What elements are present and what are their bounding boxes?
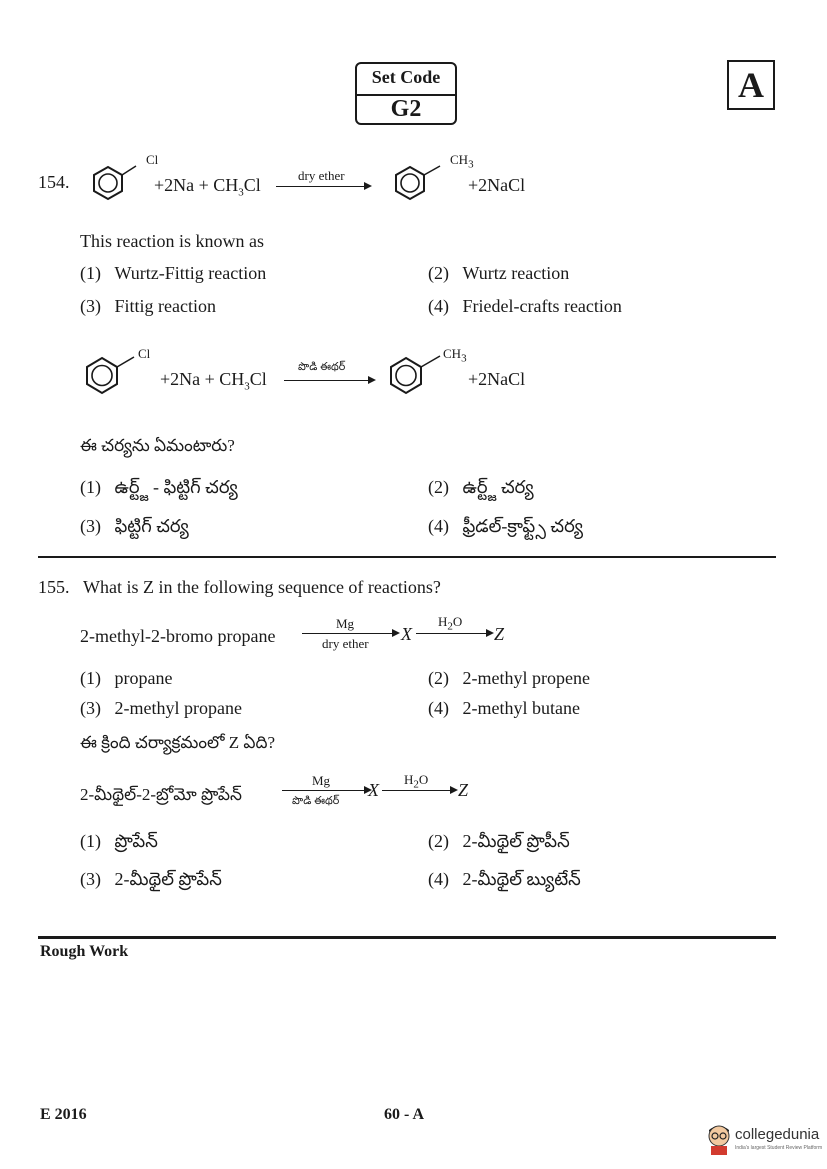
te-reaction-reagents: $+2Na + CH_3Cl$ — [160, 369, 267, 393]
te-start-compound: 2-మీథైల్-2-బ్రోమో ప్రొపేన్ — [80, 785, 242, 804]
sequence-arrow-2 — [416, 633, 486, 634]
te-reactant-substituent: Cl — [138, 346, 151, 361]
reaction-condition: dry ether — [298, 168, 345, 183]
sequence-arrow-1 — [302, 633, 392, 634]
te-option-155-2[interactable]: (2) 2-మీథైల్ ప్రొపీన్ — [428, 831, 570, 851]
start-compound: 2-methyl-2-bromo propane — [80, 626, 276, 646]
option-155-4[interactable]: (4) 2-methyl butane — [428, 698, 580, 718]
te-option-155-1[interactable]: (1) ప్రొపేన్ — [80, 831, 158, 851]
te-sequence-arrow-1 — [282, 790, 364, 791]
set-code-value: G2 — [390, 96, 422, 122]
option-155-2[interactable]: (2) 2-methyl propene — [428, 668, 590, 688]
option-155-1[interactable]: (1) propane — [80, 668, 173, 688]
te-product-substituent: $CH_3$ — [443, 346, 467, 365]
te-sequence-arrow-2-head — [450, 786, 458, 794]
logo-text: collegedunia — [735, 1126, 820, 1143]
reaction-reagents: $+2Na + CH_3Cl$ — [154, 175, 261, 199]
reagent2: $H_2O$ — [438, 614, 463, 633]
toluene-ring-icon — [390, 160, 446, 202]
question-text-154: This reaction is known as — [80, 231, 264, 251]
te-option-154-1[interactable]: (1) ఉర్ట్జ్ - ఫిట్టిగ్ చర్య — [80, 477, 238, 497]
te-reagent1-top: Mg — [312, 773, 331, 788]
toluene-ring-te-icon — [384, 350, 446, 396]
question-number-154: 154. — [38, 172, 70, 192]
collegedunia-logo — [704, 1120, 823, 1160]
reactant-substituent: Cl — [146, 152, 159, 167]
sequence-arrow-1-head — [392, 629, 400, 637]
logo-tagline: India's largest Student Review Platform — [735, 1145, 823, 1151]
question-divider — [38, 556, 776, 558]
rough-work-label: Rough Work — [40, 943, 129, 960]
te-reagent1-bottom: పొడి ఈథర్ — [292, 795, 340, 807]
product-substituent: $CH_3$ — [450, 152, 474, 171]
te-option-155-4[interactable]: (4) 2-మీథైల్ బ్యుటేన్ — [428, 869, 581, 889]
benzene-ring-icon — [88, 160, 138, 202]
sequence-arrow-2-head — [486, 629, 494, 637]
page-number: 60 - A — [384, 1106, 424, 1123]
te-reaction-arrow-head — [368, 376, 376, 384]
te-reaction-condition: పొడి ఈథర్ — [298, 361, 346, 373]
option-154-1[interactable]: (1) Wurtz-Fittig reaction — [80, 263, 267, 283]
reagent1-top: Mg — [336, 616, 355, 631]
te-option-154-3[interactable]: (3) ఫిట్టిగ్ చర్య — [80, 516, 189, 536]
option-155-3[interactable]: (3) 2-methyl propane — [80, 698, 242, 718]
reaction-byproduct: +2NaCl — [468, 175, 526, 195]
exam-code: E 2016 — [40, 1106, 87, 1123]
te-option-154-2[interactable]: (2) ఉర్ట్జ్ చర్య — [428, 477, 534, 497]
benzene-ring-te-icon — [80, 350, 138, 396]
rough-work-divider — [38, 936, 776, 939]
te-reaction-arrow — [284, 380, 368, 381]
question-number-155: 155. — [38, 577, 70, 597]
te-sequence-arrow-2 — [382, 790, 450, 791]
reaction-arrow — [276, 186, 364, 187]
reaction-arrow-head — [364, 182, 372, 190]
te-product-z: Z — [458, 780, 469, 800]
product-z: Z — [494, 624, 505, 644]
reagent1-bottom: dry ether — [322, 636, 369, 651]
option-154-4[interactable]: (4) Friedel-crafts reaction — [428, 296, 622, 316]
mascot-icon — [704, 1122, 734, 1156]
option-154-3[interactable]: (3) Fittig reaction — [80, 296, 216, 316]
intermediate-x: X — [401, 624, 412, 644]
te-option-155-3[interactable]: (3) 2-మీథైల్ ప్రొపేన్ — [80, 869, 222, 889]
te-reaction-byproduct: +2NaCl — [468, 369, 526, 389]
question-text-155: What is Z in the following sequence of reactions? — [83, 577, 441, 597]
te-question-text-155: ఈ క్రింది చర్యాక్రమంలో Z ఏది? — [80, 733, 276, 752]
te-reagent2: $H_2O$ — [404, 772, 429, 791]
te-option-154-4[interactable]: (4) ఫ్రీడల్-క్రాఫ్ట్స్ చర్య — [428, 516, 584, 536]
set-letter-box: A — [727, 60, 775, 110]
set-code-box — [355, 62, 457, 125]
te-intermediate-x: X — [368, 780, 379, 800]
option-154-2[interactable]: (2) Wurtz reaction — [428, 263, 570, 283]
te-question-text-154: ఈ చర్యను ఏమంటారు? — [80, 436, 235, 455]
set-code-label: Set Code — [371, 67, 441, 87]
